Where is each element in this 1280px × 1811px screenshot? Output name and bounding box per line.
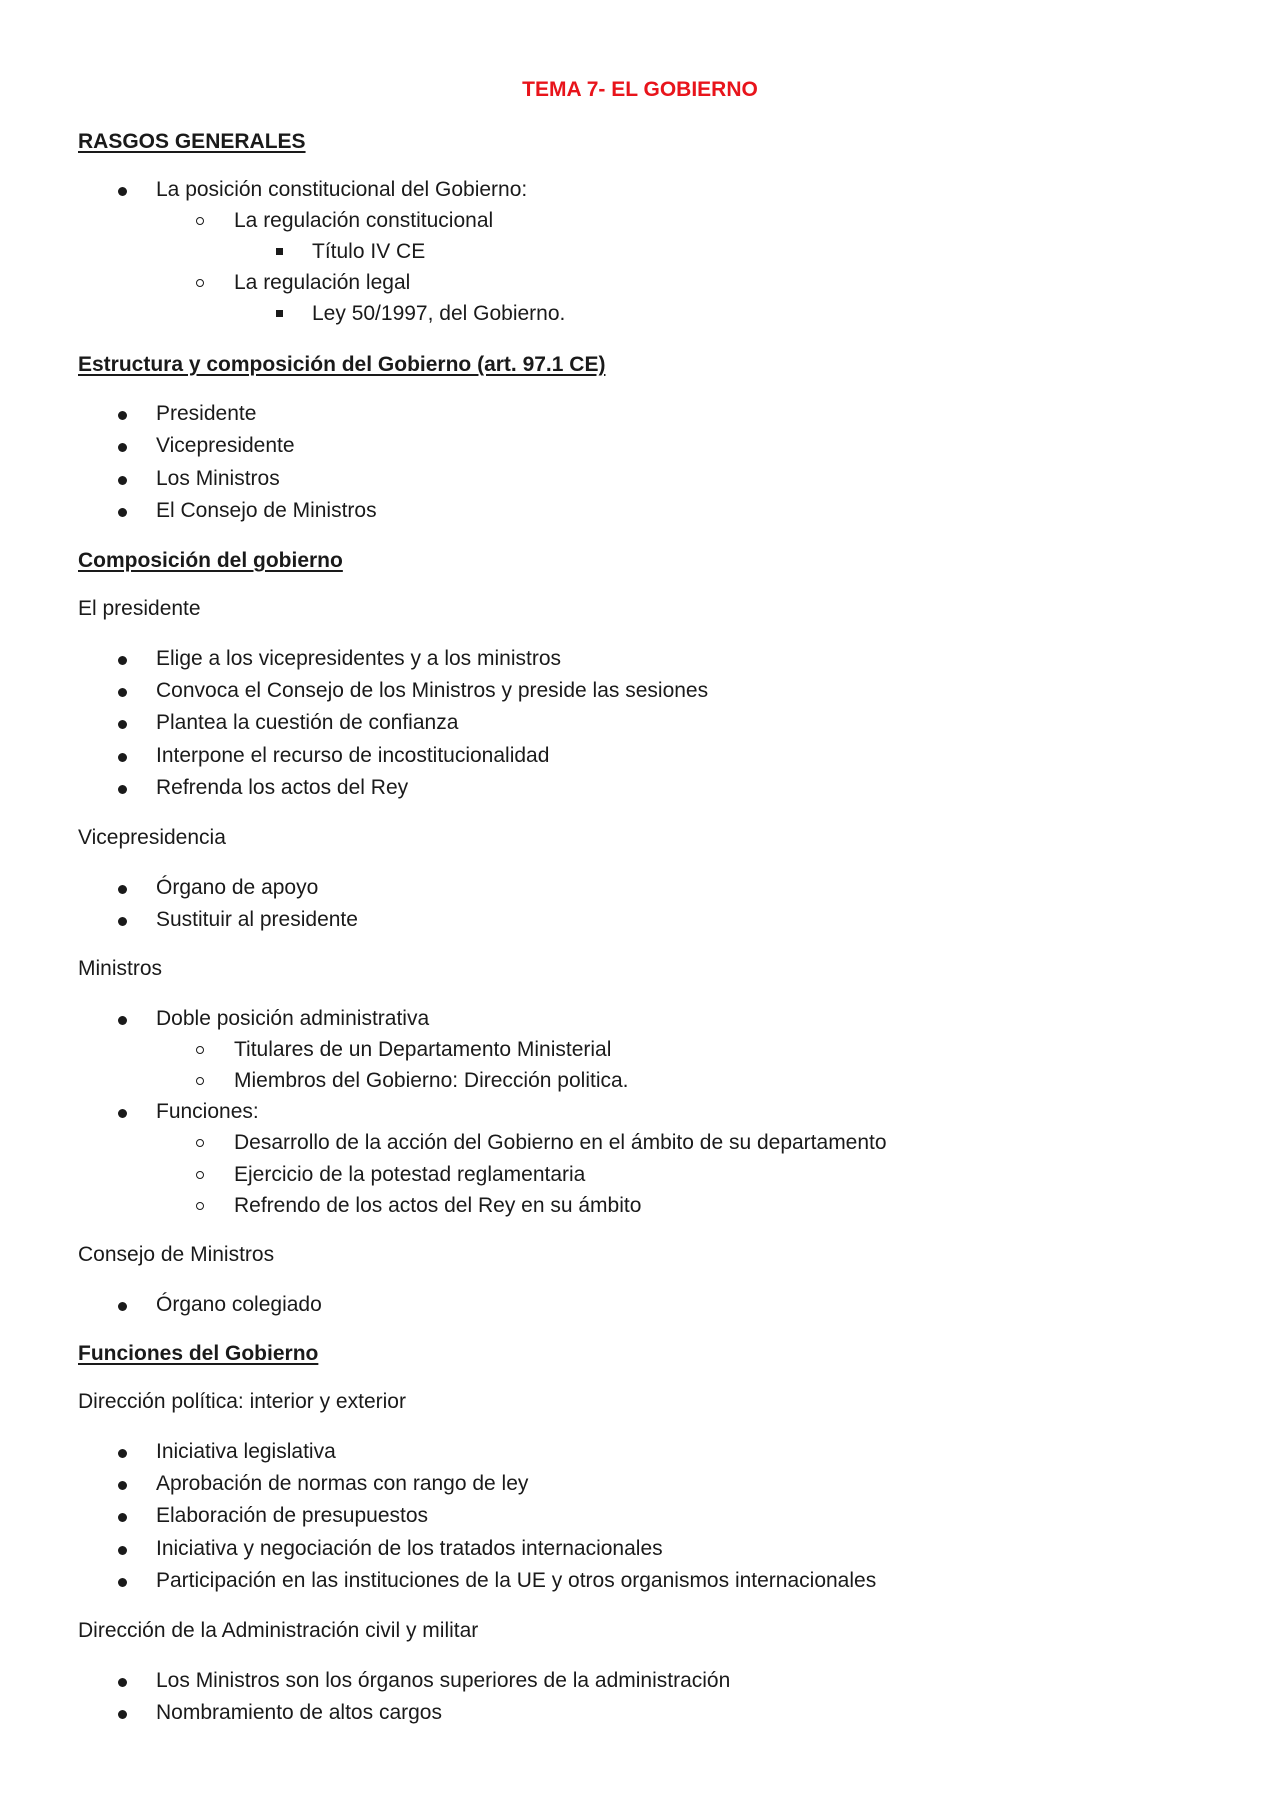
bullet-icon — [118, 443, 127, 452]
list-item: Doble posición administrativa — [156, 1007, 429, 1031]
list-item: Convoca el Consejo de los Ministros y preside las sesiones — [156, 679, 708, 703]
list-item: La regulación legal — [234, 271, 410, 295]
list-item: El Consejo de Ministros — [156, 499, 377, 523]
subheading-presidente: El presidente — [78, 597, 201, 620]
list-item: Título IV CE — [312, 240, 425, 264]
list-item: La regulación constitucional — [234, 209, 493, 233]
bullet-icon — [118, 1546, 127, 1555]
bullet-icon — [118, 411, 127, 420]
subheading-direccion-administracion: Dirección de la Administración civil y militar — [78, 1619, 479, 1642]
list-item: Interpone el recurso de incostitucionalidad — [156, 744, 549, 768]
list-item: Presidente — [156, 402, 256, 426]
section-heading-funciones: Funciones del Gobierno — [78, 1342, 319, 1365]
list-item: Ley 50/1997, del Gobierno. — [312, 302, 565, 326]
list-item: Titulares de un Departamento Ministerial — [234, 1038, 611, 1062]
circle-bullet-icon — [196, 1171, 204, 1179]
section-heading-rasgos: RASGOS GENERALES — [78, 130, 306, 153]
bullet-icon — [118, 1449, 127, 1458]
square-bullet-icon — [276, 310, 283, 317]
section-heading-estructura: Estructura y composición del Gobierno (art. 97.1 CE) — [78, 353, 606, 376]
circle-bullet-icon — [196, 217, 204, 225]
bullet-icon — [118, 476, 127, 485]
list-item: Los Ministros — [156, 467, 280, 491]
bullet-icon — [118, 1016, 127, 1025]
list-item: Elige a los vicepresidentes y a los ministros — [156, 647, 561, 671]
bullet-icon — [118, 885, 127, 894]
list-item: Elaboración de presupuestos — [156, 1504, 428, 1528]
bullet-icon — [118, 785, 127, 794]
bullet-icon — [118, 753, 127, 762]
square-bullet-icon — [276, 248, 283, 255]
list-item: Refrendo de los actos del Rey en su ámbito — [234, 1194, 641, 1218]
bullet-icon — [118, 508, 127, 517]
list-item: Aprobación de normas con rango de ley — [156, 1472, 528, 1496]
list-item: Órgano de apoyo — [156, 876, 318, 900]
list-item: La posición constitucional del Gobierno: — [156, 178, 527, 202]
bullet-icon — [118, 1678, 127, 1687]
list-item: Iniciativa legislativa — [156, 1440, 336, 1464]
circle-bullet-icon — [196, 1139, 204, 1147]
circle-bullet-icon — [196, 279, 204, 287]
bullet-icon — [118, 187, 127, 196]
circle-bullet-icon — [196, 1077, 204, 1085]
list-item: Vicepresidente — [156, 434, 295, 458]
list-item: Refrenda los actos del Rey — [156, 776, 408, 800]
bullet-icon — [118, 1578, 127, 1587]
list-item: Iniciativa y negociación de los tratados internacionales — [156, 1537, 663, 1561]
section-heading-composicion: Composición del gobierno — [78, 549, 343, 572]
bullet-icon — [118, 917, 127, 926]
document-title: TEMA 7- EL GOBIERNO — [522, 78, 758, 101]
list-item: Órgano colegiado — [156, 1293, 322, 1317]
list-item: Los Ministros son los órganos superiores de la administración — [156, 1669, 730, 1693]
bullet-icon — [118, 1513, 127, 1522]
list-item: Ejercicio de la potestad reglamentaria — [234, 1163, 585, 1187]
subheading-direccion-politica: Dirección política: interior y exterior — [78, 1390, 406, 1413]
bullet-icon — [118, 688, 127, 697]
list-item: Plantea la cuestión de confianza — [156, 711, 458, 735]
list-item: Miembros del Gobierno: Dirección politica. — [234, 1069, 629, 1093]
subheading-ministros: Ministros — [78, 957, 163, 980]
bullet-icon — [118, 656, 127, 665]
list-item: Desarrollo de la acción del Gobierno en el ámbito de su departamento — [234, 1131, 887, 1155]
circle-bullet-icon — [196, 1202, 204, 1210]
circle-bullet-icon — [196, 1046, 204, 1054]
subheading-consejo: Consejo de Ministros — [78, 1243, 275, 1266]
subheading-vicepresidencia: Vicepresidencia — [78, 826, 226, 849]
bullet-icon — [118, 1109, 127, 1118]
bullet-icon — [118, 720, 127, 729]
bullet-icon — [118, 1481, 127, 1490]
list-item: Sustituir al presidente — [156, 908, 358, 932]
bullet-icon — [118, 1302, 127, 1311]
list-item: Participación en las instituciones de la UE y otros organismos internacionales — [156, 1569, 876, 1593]
bullet-icon — [118, 1710, 127, 1719]
list-item: Funciones: — [156, 1100, 259, 1124]
list-item: Nombramiento de altos cargos — [156, 1701, 442, 1725]
